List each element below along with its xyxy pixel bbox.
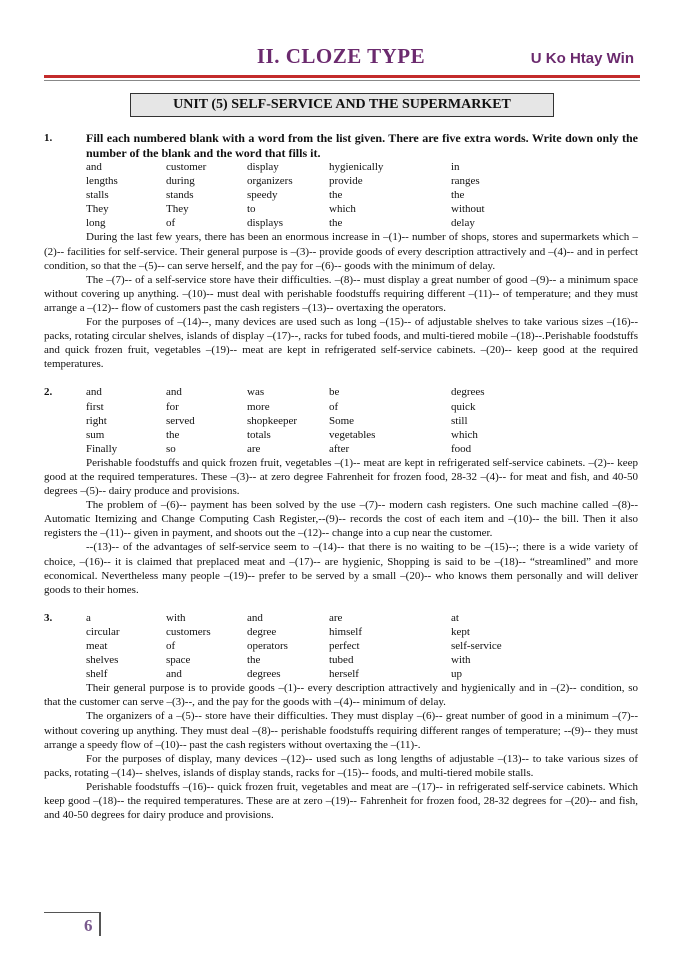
word-option: the [247, 654, 261, 667]
question-number: 3. [44, 611, 53, 624]
word-option: space [166, 654, 191, 667]
word-option: operators [247, 640, 288, 652]
passage-paragraph: The –(7)-- of a self-service store have their difficulties. –(8)-- must display a great number of good –(9)-- a minimum space without covering up anything. –(10)-- must deal with perishable foodstuffs requiring different –(11)-- of temperature; and they must arrange a –(12)-- flow of customers past the cash registers –(13)-- overtaxing the operators. [44, 273, 638, 314]
word-option: the [166, 428, 180, 441]
passage-paragraph: During the last few years, there has been an enormous increase in –(1)-- number of shops, stores and supermarkets which –(2)-- facilities for self-service. Their general purpose is –(3)-- provide goods of every description attractively and –(4)-- and in perfect condition, so that the –(5)-- can serve herself, and the pay for –(6)-- goods with the minimum of delay. [44, 231, 638, 272]
word-option: ranges [451, 175, 480, 188]
word-option: shopkeeper [247, 414, 298, 427]
word-option: quick [451, 400, 476, 413]
word-option: sum [86, 428, 105, 441]
word-option: served [166, 414, 195, 427]
word-option: delay [451, 217, 475, 230]
word-option: tubed [329, 654, 354, 667]
word-option: lengths [86, 175, 118, 188]
word-option: in [451, 161, 460, 173]
word-option: and [247, 611, 263, 624]
word-option: kept [451, 625, 470, 638]
word-option: are [329, 611, 343, 624]
word-option: shelf [86, 668, 108, 681]
passage-paragraph: --(13)-- of the advantages of self-service seem to –(14)-- that there is no waiting to be –(15)--; there is a wide variety of choice, –(16)-- it is claimed that preplaced meat and –(17)-- are hygienic, Shopping is said to be –(18)-- “streamlined” and more economical. Nevertheless many people –(19)-- prefer to be served by a small –(20)-- who knows them personally and will deliver goods to their homes. [44, 541, 638, 596]
passage-paragraph: For the purposes of –(14)--, many devices are used such as long –(15)-- of adjustable shelves to take various sizes –(16)-- packs, rotating circular shelves, islands of display –(17)--, racks for tubed foods, and multi-tiered mobile –(18)--.Perishable foodstuffs and quick frozen fruit, vegetables –(19)-- meat are kept in refrigerated self-service cabinets. –(20)-- keep good at the required temperatures. [44, 316, 638, 371]
passage-paragraph: The problem of –(6)-- payment has been solved by the use –(7)-- modern cash registers. One such machine called –(8)-- Automatic Itemizing and Change Computing Cash Register,--(9)-- records the cost of each item and –(10)-- the bill. Then it also registers the –(11)-- given in payment, and shoots out the –(12)-- change into a cup near the customer. [44, 499, 638, 540]
word-option: himself [329, 625, 362, 638]
word-option: a [86, 611, 91, 624]
exercise-section [44, 131, 638, 371]
word-option: during [166, 175, 195, 188]
word-option: first [86, 400, 104, 413]
passage-paragraph: Their general purpose is to provide goods –(1)-- every description attractively and hygienically and in –(2)-- condition, so that the customer can serve –(3)--, and the pay for the goods with –(4)-- minimum of delay. [44, 682, 638, 709]
word-option: be [329, 386, 340, 399]
word-option: and [166, 668, 182, 681]
word-option: degrees [451, 386, 485, 399]
word-option: shelves [86, 654, 119, 667]
word-option: with [166, 611, 186, 624]
word-option: are [247, 442, 261, 455]
word-option: without [451, 203, 485, 216]
page-number: 6 [84, 916, 93, 935]
word-option: degree [247, 625, 277, 638]
word-option: the [329, 217, 343, 230]
word-option: display [247, 161, 279, 173]
header-rule [44, 75, 640, 78]
word-option: and [86, 161, 102, 173]
unit-title: UNIT (5) SELF-SERVICE AND THE SUPERMARKET [130, 93, 554, 117]
word-option: with [451, 654, 471, 667]
word-option: right [86, 414, 107, 427]
word-option: herself [329, 668, 359, 681]
word-option: to [247, 203, 256, 216]
word-list [86, 160, 638, 230]
word-list [86, 611, 638, 681]
word-option: customer [166, 161, 207, 173]
word-option: stands [166, 189, 194, 202]
word-option: displays [247, 217, 284, 230]
word-option: at [451, 611, 459, 624]
word-list [86, 385, 638, 455]
word-option: long [86, 217, 106, 230]
exercise-section [44, 385, 638, 596]
passage-paragraph: For the purposes of display, many devices –(12)-- used such as long lengths of adjustable –(13)-- to take various sizes of packs, rotating –(14)-- shelves, islands of display stands, racks for –(15)-- foods, and multi-tiered mobile stalls. [44, 752, 638, 779]
footer-rule [44, 912, 101, 913]
exercise-content [44, 131, 638, 822]
word-option: hygienically [329, 161, 384, 173]
word-option: still [451, 414, 468, 427]
word-option: self-service [451, 640, 502, 652]
word-option: meat [86, 640, 108, 652]
word-option: food [451, 442, 472, 455]
author-name: U Ko Htay Win [530, 50, 634, 67]
word-option: the [329, 189, 343, 202]
footer-divider [99, 912, 101, 936]
page-header-title: II. CLOZE TYPE [256, 44, 426, 68]
word-option: Some [329, 414, 355, 427]
word-option: up [451, 668, 462, 681]
header-rule-thin [44, 80, 640, 81]
word-option: which [329, 203, 356, 216]
word-option: for [166, 400, 179, 413]
word-option: totals [247, 428, 271, 441]
word-option: degrees [247, 668, 281, 681]
passage-paragraph: Perishable foodstuffs –(16)-- quick frozen fruit, vegetables and meat are –(17)-- in refrigerated self-service cabinets. Which keep good –(18)-- the required temperatures. These are at zero –(19)-- Fahrenheit for frozen food, 28-32 degrees for –(20)-- and fish, and 40-50 degrees for dairy produce and provisions. [44, 780, 638, 822]
word-option: circular [86, 625, 120, 638]
word-option: which [451, 428, 478, 441]
word-option: customers [166, 625, 211, 638]
word-option: perfect [329, 640, 360, 652]
word-option: the [451, 189, 465, 202]
word-option: so [166, 442, 176, 455]
word-option: vegetables [329, 428, 376, 441]
word-option: speedy [247, 189, 278, 202]
passage-paragraph: Perishable foodstuffs and quick frozen fruit, vegetables –(1)-- meat are kept in refrigerated self-service cabinets. –(2)-- keep good at the required temperatures. These –(3)-- at zero degree Fahrenheit for frozen food, 28-32 –(4)-- for meat and fish, and 40-50 degrees –(5)-- dairy produce and provisions. [44, 456, 638, 498]
exercise-section [44, 611, 638, 822]
word-option: of [166, 217, 176, 230]
word-option: They [86, 203, 109, 216]
word-option: and [166, 386, 182, 399]
word-option: after [329, 442, 350, 455]
word-option: organizers [247, 175, 293, 188]
word-option: was [247, 386, 265, 399]
word-option: of [329, 400, 339, 413]
word-option: Finally [86, 442, 118, 455]
word-option: of [166, 640, 176, 652]
word-option: They [166, 203, 189, 216]
passage-paragraph: The organizers of a –(5)-- store have their difficulties. They must display –(6)-- great number of good in a minimum –(7)-- without covering up anything. They must deal –(8)-- perishable foodstuffs requiring different ranges of temperature; --(9)-- they must arrange a speedy flow of –(10)-- past the cash registers without overtaxing the –(11)-. [44, 710, 638, 751]
word-option: provide [329, 175, 363, 188]
word-option: stalls [86, 189, 109, 202]
section-gap [44, 597, 638, 611]
question-number: 2. [44, 386, 53, 399]
word-option: and [86, 386, 102, 399]
question-number: 1. [44, 132, 53, 144]
section-gap [44, 371, 638, 385]
instruction-text: Fill each numbered blank with a word from the list given. There are five extra words. Write down only the number of the blank and the word that fills it. [86, 131, 638, 160]
word-option: more [247, 400, 270, 413]
